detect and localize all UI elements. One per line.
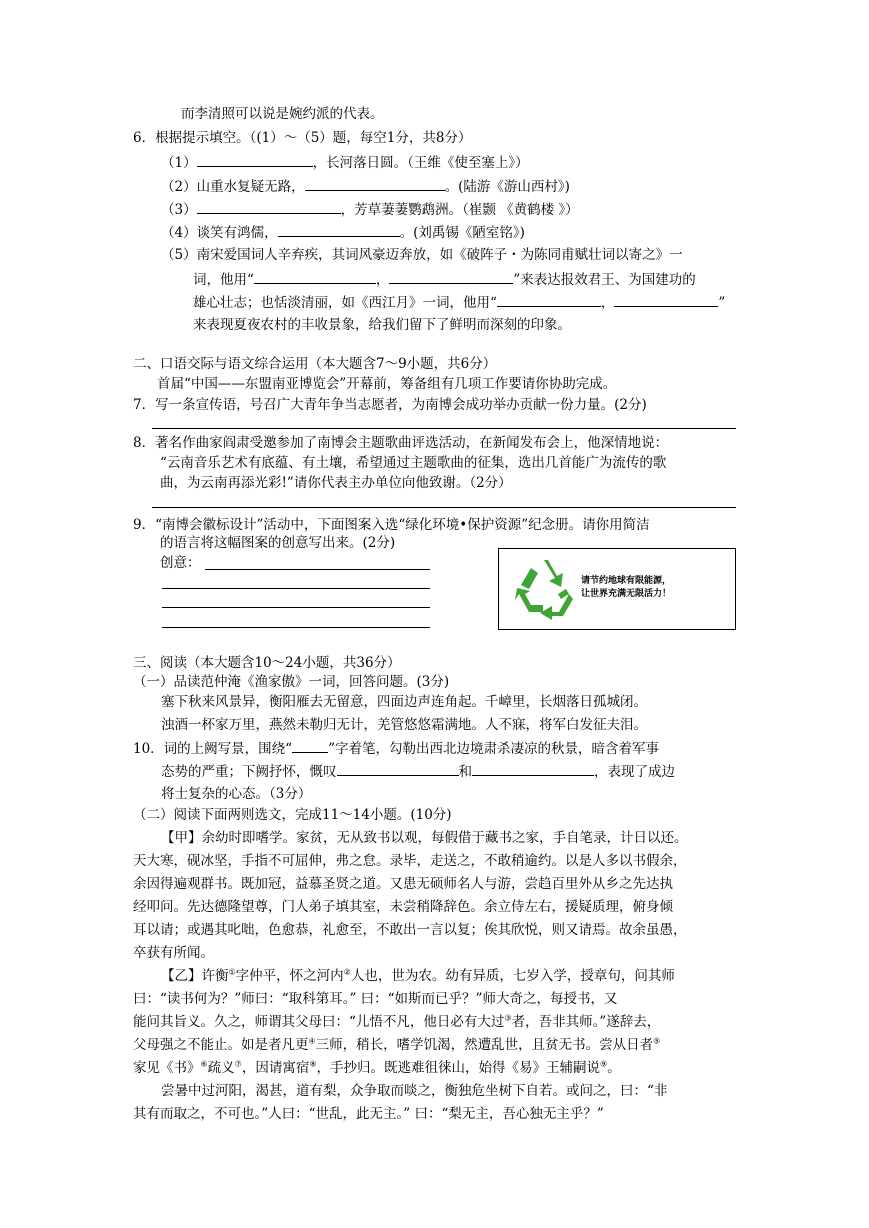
blank-line[interactable] bbox=[305, 177, 445, 191]
question-6-2 bbox=[161, 177, 570, 196]
passage-yi-line bbox=[133, 1059, 621, 1077]
passage-yi-line: 其有而取之，不可也。”人曰：“世乱，此无主。” 曰：“梨无主，吾心独无主乎？” bbox=[133, 1106, 604, 1122]
blank-line[interactable] bbox=[497, 293, 601, 307]
passage-jia-line: 经叩问。先达德隆望尊，门人弟子填其室，未尝稍降辞色。余立侍左右，援疑质理，俯身倾 bbox=[133, 899, 673, 915]
footnote-marker: ⑦ bbox=[234, 1059, 242, 1069]
item-text: ”来表达报效君王、为国建功的 bbox=[513, 272, 696, 288]
question-6-5-line2 bbox=[193, 270, 696, 289]
question-7: 7．写一条宣传语，号召广大青年争当志愿者，为南博会成功举办贡献一份力量。(2分) bbox=[133, 397, 647, 413]
item-text: 【乙】许衡 bbox=[161, 968, 229, 984]
item-text: 态势的严重；下阙抒怀，慨叹 bbox=[161, 764, 337, 780]
answer-line[interactable] bbox=[162, 607, 430, 608]
item-text: 10．词的上阙写景，围绕“ bbox=[133, 741, 293, 757]
answer-line[interactable] bbox=[152, 507, 736, 508]
footnote-marker: ⑤ bbox=[653, 1036, 661, 1046]
poem-line-2: 浊酒一杯家万里，燕然未勒归无计，羌管悠悠霜满地。人不寐，将军白发征夫泪。 bbox=[161, 717, 647, 733]
footnote-marker: ③ bbox=[504, 1013, 512, 1023]
passage-yi-line bbox=[133, 1013, 660, 1031]
sub-section-2-title: （二）阅读下面两则选文，完成11～14小题。(10分) bbox=[133, 807, 452, 823]
item-text: 字仲平，怀之河内 bbox=[235, 968, 344, 984]
footnote-marker: ① bbox=[228, 967, 236, 977]
item-text: 。(刘禹锡《陋室铭》) bbox=[399, 225, 525, 241]
item-text: 词，他用“ bbox=[193, 272, 254, 288]
item-text: （2）山重水复疑无路， bbox=[161, 179, 305, 195]
question-9-line2: 的语言将这幅图案的创意写出来。(2分) bbox=[160, 535, 396, 551]
passage-yi-line bbox=[161, 967, 675, 985]
question-6-1 bbox=[161, 153, 529, 172]
sub-section-1-title: （一）品读范仲淹《渔家傲》一词，回答问题。(3分) bbox=[133, 674, 450, 690]
question-6-4 bbox=[161, 223, 525, 242]
item-text: ” bbox=[718, 295, 726, 311]
question-10-line1 bbox=[133, 739, 659, 758]
blank-line[interactable] bbox=[292, 739, 328, 753]
section-2-intro: 首届“中国——东盟南亚博览会”开幕前，筹备组有几项工作要请你协助完成。 bbox=[157, 376, 617, 392]
passage-jia-line: 余因得遍观群书。既加冠，益慕圣贤之道。又患无硕师名人与游，尝趋百里外从乡之先达执 bbox=[133, 876, 673, 892]
question-10-line3: 将士复杂的心态。（3分） bbox=[161, 786, 312, 802]
poem-line-1: 塞下秋来风景异，衡阳雁去无留意，四面边声连角起。千嶂里，长烟落日孤城闭。 bbox=[161, 694, 647, 710]
item-text: ， bbox=[375, 272, 390, 288]
text-line: 而李清照可以说是婉约派的代表。 bbox=[181, 106, 384, 122]
item-text: 能问其旨义。久之，师谓其父母曰：“儿悟不凡，他日必有大过 bbox=[133, 1014, 505, 1030]
item-text: ，手抄归。既逃难徂徕山，始得《易》王辅嗣说 bbox=[316, 1060, 601, 1076]
answer-line[interactable] bbox=[162, 588, 430, 589]
item-text: ，表现了成边 bbox=[594, 764, 675, 780]
item-text: ”字着笔，勾勒出西北边境肃杀凄凉的秋景，暗含着军事 bbox=[328, 741, 659, 757]
blank-line[interactable] bbox=[254, 270, 376, 284]
blank-line[interactable] bbox=[614, 293, 718, 307]
recycle-icon bbox=[509, 554, 579, 624]
passage-yi-line: 曰：“读书何为？”师曰：“取科第耳。” 曰：“如斯而已乎？”师大奇之，每授书，又 bbox=[133, 991, 618, 1007]
item-text: 人也，世为农。幼有异质，七岁入学，授章句，问其师 bbox=[350, 968, 675, 984]
item-text: 。(陆游《游山西村》) bbox=[444, 179, 570, 195]
item-text: 父母强之不能止。如是者凡更 bbox=[133, 1037, 309, 1053]
question-9-line1: 9．“南博会徽标设计”活动中，下面图案入选“绿化环境•保护资源”纪念册。请你用简洁 bbox=[133, 517, 650, 533]
item-text: 和 bbox=[458, 764, 472, 780]
question-6-5-line4: 来表现夏夜农村的丰收景象，给我们留下了鲜明而深刻的印象。 bbox=[193, 317, 571, 333]
question-6-title: 6．根据提示填空。（(1）～（5）题，每空1分，共8分） bbox=[133, 130, 472, 146]
footnote-marker: ⑥ bbox=[200, 1059, 208, 1069]
blank-line[interactable] bbox=[337, 762, 459, 776]
footnote-marker: ④ bbox=[308, 1036, 316, 1046]
item-text: 家见《书》 bbox=[133, 1060, 201, 1076]
item-text: ， bbox=[600, 295, 615, 311]
blank-line[interactable] bbox=[197, 200, 341, 214]
passage-jia-line: 天大寒，砚冰坚，手指不可屈伸，弗之怠。录毕，走送之，不敢稍逾约。以是人多以书假余， bbox=[133, 853, 687, 869]
question-6-3 bbox=[161, 200, 579, 219]
blank-line[interactable] bbox=[472, 762, 594, 776]
blank-line[interactable] bbox=[197, 153, 313, 167]
recycle-logo-image bbox=[498, 548, 736, 630]
logo-slogan-1: 请节约地球有限能源， bbox=[581, 576, 672, 586]
item-number: （1） bbox=[161, 155, 197, 171]
answer-line[interactable] bbox=[152, 428, 736, 429]
item-number: （3） bbox=[161, 202, 197, 218]
question-10-line2 bbox=[161, 762, 675, 781]
question-8-line3: 曲，为云南再添光彩!”请你代表主办单位向他致谢。（2分） bbox=[160, 475, 512, 491]
item-text: 者，吾非其师。”遂辞去， bbox=[511, 1014, 661, 1030]
question-6-5-line3 bbox=[193, 293, 725, 312]
passage-yi-line bbox=[133, 1036, 660, 1054]
passage-jia-line: 耳以请；或遇其叱咄，色愈恭，礼愈至，不敢出一言以复；俟其欣悦，则又请焉。故余虽愚， bbox=[133, 922, 687, 938]
blank-line[interactable] bbox=[389, 270, 513, 284]
item-text: 。 bbox=[607, 1060, 621, 1076]
passage-yi-line: 尝暑中过河阳，渴甚，道有梨，众争取而啖之，衡独危坐树下自若。或问之，曰：“非 bbox=[161, 1083, 668, 1099]
item-text: ，芳草萋萋鹦鹉洲。（崔颢 《黄鹤楼 》） bbox=[340, 202, 579, 218]
question-6-5-line1: （5）南宋爱国词人辛弃疾，其词风豪迈奔放，如《破阵子・为陈同甫赋壮词以寄之》一 bbox=[161, 247, 683, 263]
footnote-marker: ② bbox=[343, 967, 351, 977]
item-text: ，长河落日圆。（王维《使至塞上》） bbox=[312, 155, 529, 171]
question-8-line1: 8．著名作曲家阎肃受邀参加了南博会主题歌曲评选活动，在新闻发布会上，他深情地说： bbox=[133, 435, 669, 451]
item-text: （4）谈笑有鸿儒， bbox=[161, 225, 278, 241]
section-3-title: 三、阅读（本大题含10～24小题，共36分） bbox=[133, 655, 401, 671]
answer-line[interactable] bbox=[205, 569, 430, 570]
passage-jia-line: 卒获有所闻。 bbox=[133, 945, 214, 961]
creative-label: 创意： bbox=[160, 555, 201, 571]
answer-line[interactable] bbox=[162, 627, 430, 628]
item-text: 三师，稍长，嗜学饥渴，然遭乱世，且贫无书。尝从日者 bbox=[315, 1037, 654, 1053]
footnote-marker: ⑨ bbox=[600, 1059, 608, 1069]
blank-line[interactable] bbox=[278, 223, 400, 237]
section-2-title: 二、口语交际与语文综合运用（本大题含7～9小题，共6分） bbox=[133, 356, 497, 372]
item-text: 疏义 bbox=[207, 1060, 235, 1076]
logo-slogan-2: 让世界充满无限活力！ bbox=[581, 589, 672, 599]
footnote-marker: ⑧ bbox=[309, 1059, 317, 1069]
question-8-line2: “云南音乐艺术有底蕴、有土壤，希望通过主题歌曲的征集，选出几首能广为流传的歌 bbox=[160, 455, 667, 471]
item-text: 雄心壮志；也恬淡清丽，如《西江月》一词，他用“ bbox=[193, 295, 497, 311]
passage-jia-line: 【甲】余幼时即嗜学。家贫，无从致书以观，每假借于藏书之家，手自笔录，计日以还。 bbox=[161, 830, 688, 846]
item-text: ，因请寓宿 bbox=[241, 1060, 310, 1076]
